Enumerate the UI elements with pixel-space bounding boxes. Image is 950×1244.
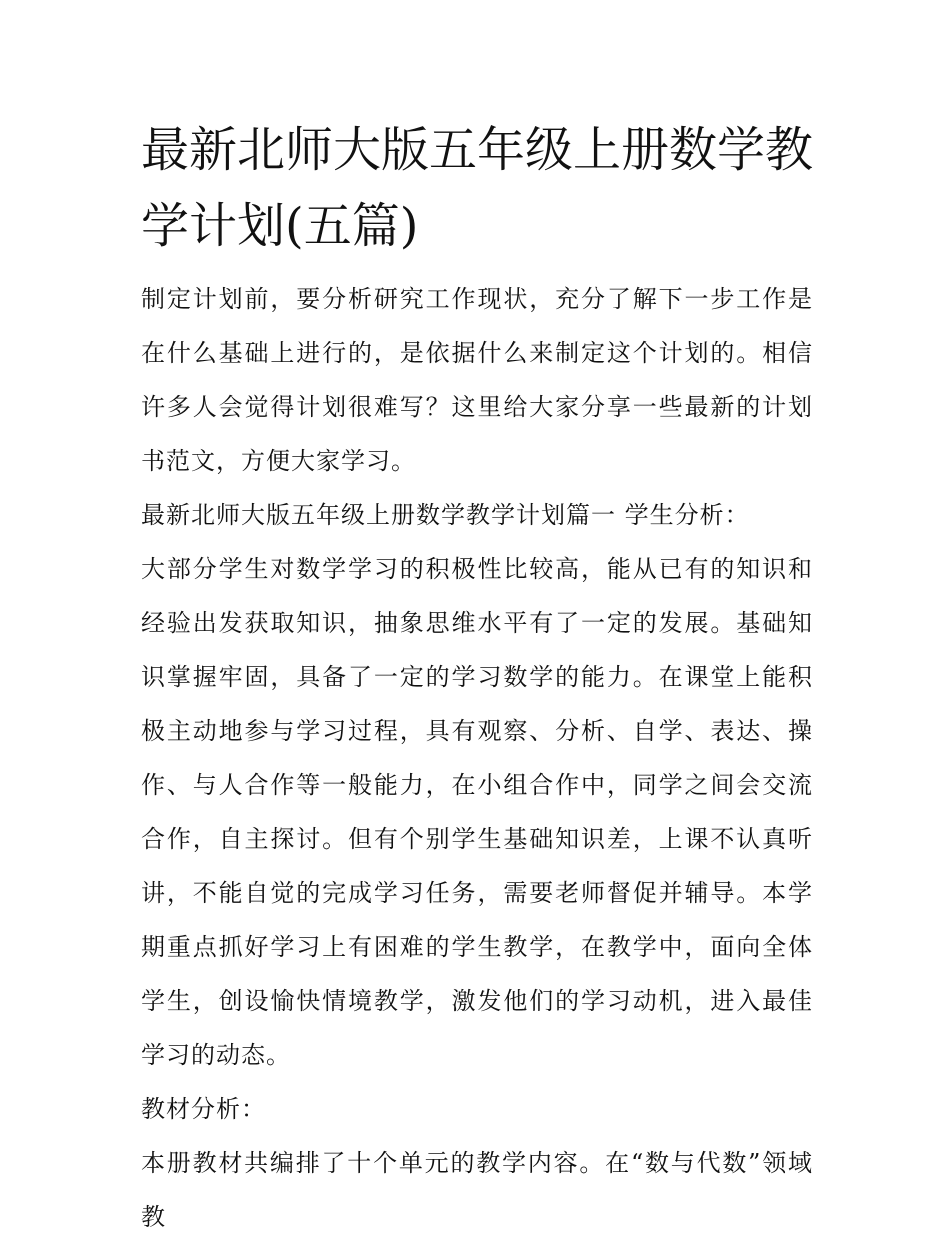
document-content <box>141 112 813 1244</box>
document-title: 最新北师大版五年级上册数学教学计划(五篇) <box>141 122 814 254</box>
textbook-analysis-paragraph: 本册教材共编排了十个单元的教学内容。在“数与代数”领域教 <box>141 1149 813 1231</box>
student-analysis-paragraph: 大部分学生对数学学习的积极性比较高，能从已有的知识和经验出发获取知识，抽象思维水平有了一定的发展。基础知识掌握牢固，具备了一定的学习数学的能力。在课堂上能积极主动地参与学习过程，具有观察、分析、自学、表达、操作、与人合作等一般能力，在小组合作中，同学之间会交流合作，自主探讨。但有个别学生基础知识差，上课不认真听讲，不能自觉的完成学习任务，需要老师督促并辅导。本学期重点抓好学习上有困难的学生教学，在教学中，面向全体学生，创设愉快情境教学，激发他们的学习动机，进入最佳学习的动态。 <box>141 555 813 1069</box>
section-heading-student-analysis: 最新北师大版五年级上册数学教学计划篇一 学生分析： <box>141 501 750 529</box>
intro-paragraph: 制定计划前，要分析研究工作现状，充分了解下一步工作是在什么基础上进行的，是依据什么来制定这个计划的。相信许多人会觉得计划很难写？这里给大家分享一些最新的计划书范文，方便大家学习。 <box>141 285 813 475</box>
section-heading-textbook-analysis: 教材分析： <box>141 1095 266 1123</box>
